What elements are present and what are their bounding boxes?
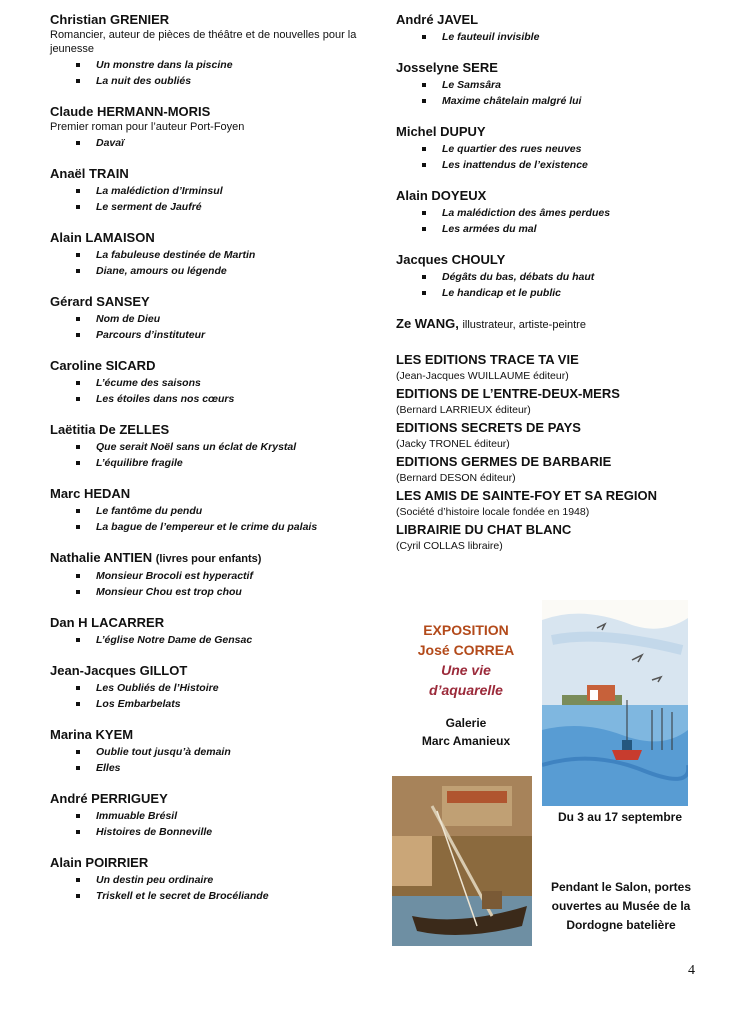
author-name-text: Alain LAMAISON [50,230,155,245]
book-title: Le handicap et le public [422,285,726,301]
publisher-name: LES AMIS DE SAINTE-FOY ET SA REGION [396,488,657,503]
author-name-text: Laëtitia De ZELLES [50,422,170,437]
book-title: Un destin peu ordinaire [76,872,360,888]
book-list [50,568,360,600]
left-column [50,12,360,919]
book-list [50,744,360,776]
book-title: La fabuleuse destinée de Martin [76,247,360,263]
publisher-note: (Société d’histoire locale fondée en 1948) [396,506,590,518]
author-entry [50,422,360,471]
exposition-block [396,620,536,750]
expo-title: EXPOSITION [423,622,509,638]
author-name-text: Alain DOYEUX [396,188,487,203]
author-entry [396,12,726,45]
book-title: Elles [76,760,360,776]
illustrator-entry [396,316,726,331]
book-title: Monsieur Chou est trop chou [76,584,360,600]
author-name [50,663,360,679]
book-title: Les Oubliés de l’Histoire [76,680,360,696]
book-title: Les étoiles dans nos cœurs [76,391,360,407]
author-name [50,294,360,310]
author-name-text: Anaël TRAIN [50,166,129,181]
right-column [396,12,726,555]
book-title: La malédiction des âmes perdues [422,205,726,221]
book-title: Triskell et le secret de Brocéliande [76,888,360,904]
book-list [50,135,360,151]
book-title: Parcours d’instituteur [76,327,360,343]
author-name [396,12,726,28]
book-title: La nuit des oubliés [76,73,360,89]
book-title: Le serment de Jaufré [76,199,360,215]
author-name [396,124,726,140]
author-entry [50,727,360,776]
author-entry [50,12,360,89]
author-name-text: Jacques CHOULY [396,252,506,267]
publisher-name: EDITIONS DE L’ENTRE-DEUX-MERS [396,386,620,401]
riverboat-model-image [392,776,532,946]
book-title: La malédiction d’Irminsul [76,183,360,199]
author-name [50,422,360,438]
book-title: Les armées du mal [422,221,726,237]
gallery-line-2: Marc Amanieux [421,734,511,748]
author-name-text: Caroline SICARD [50,358,156,373]
author-name [50,12,360,28]
publisher-note: (Bernard LARRIEUX éditeur) [396,404,531,416]
author-entry [396,252,726,301]
author-name [50,855,360,871]
author-list-left [50,12,360,904]
author-name [50,615,360,631]
book-title: Les inattendus de l’existence [422,157,726,173]
book-title: Le fauteuil invisible [422,29,726,45]
author-name-text: Alain POIRRIER [50,855,149,870]
author-name [396,252,726,268]
illustrator-desc: illustrateur, artiste-peintre [462,319,586,331]
gallery-line-1: Galerie [445,716,487,730]
author-name-text: Christian GRENIER [50,12,170,27]
publisher-name: LES EDITIONS TRACE TA VIE [396,352,579,367]
author-name-text: Gérard SANSEY [50,294,150,309]
publisher-note: (Jacky TRONEL éditeur) [396,438,510,450]
author-name [50,486,360,502]
author-entry [50,104,360,151]
author-entry [50,791,360,840]
author-name-text: Marc HEDAN [50,486,131,501]
expo-subtitle-1: Une vie [441,662,491,678]
book-title: Monsieur Brocoli est hyperactif [76,568,360,584]
author-entry [50,230,360,279]
author-name-text: Josselyne SERE [396,60,498,75]
book-list [396,77,726,109]
book-list [50,311,360,343]
museum-line-1: Pendant le Salon, portes [550,880,692,894]
book-title: Los Embarbelats [76,696,360,712]
author-entry [396,124,726,173]
author-name-text: Claude HERMANN-MORIS [50,104,211,119]
publisher-note: (Bernard DESON éditeur) [396,472,516,484]
author-entry [50,294,360,343]
expo-gallery [396,714,536,750]
museum-open-notice [538,878,704,935]
publisher-note: (Jean-Jacques WUILLAUME éditeur) [396,370,569,382]
author-entry [50,486,360,535]
watercolor-harbor-image [542,600,688,806]
author-name [50,727,360,743]
expo-dates: Du 3 au 17 septembre [557,810,683,824]
publisher-name: EDITIONS GERMES DE BARBARIE [396,454,612,469]
book-title: Le Samsâra [422,77,726,93]
book-title: Histoires de Bonneville [76,824,360,840]
book-title: L’équilibre fragile [76,455,360,471]
book-list [50,872,360,904]
publisher-list [396,351,726,555]
author-entry [50,358,360,407]
author-entry [50,166,360,215]
author-entry [50,615,360,648]
book-list [50,503,360,535]
author-name-text: André PERRIGUEY [50,791,168,806]
book-title: Le quartier des rues neuves [422,141,726,157]
author-entry [50,550,360,600]
book-title: Diane, amours ou légende [76,263,360,279]
author-name-note: (livres pour enfants) [155,553,262,565]
book-title: La bague de l’empereur et le crime du palais [76,519,360,535]
book-list [50,632,360,648]
author-description: Premier roman pour l’auteur Port-Foyen [50,121,245,133]
author-name-text: Dan H LACARRER [50,615,165,630]
book-title: Oublie tout jusqu’à demain [76,744,360,760]
book-list [50,183,360,215]
author-entry [50,663,360,712]
book-list [396,205,726,237]
book-list [50,680,360,712]
expo-subtitle-2: d’aquarelle [429,682,503,698]
author-entry [396,60,726,109]
book-title: L’église Notre Dame de Gensac [76,632,360,648]
museum-line-2: ouvertes au Musée de la [551,899,691,913]
author-name [50,358,360,374]
author-name-text: Michel DUPUY [396,124,486,139]
book-list [50,57,360,89]
book-list [50,247,360,279]
book-list [50,808,360,840]
author-name [50,104,360,120]
author-description: Romancier, auteur de pièces de théâtre et de nouvelles pour la jeunesse [50,29,357,55]
book-title: Dégâts du bas, débats du haut [422,269,726,285]
book-list [396,29,726,45]
book-title: Immuable Brésil [76,808,360,824]
author-name-text: Jean-Jacques GILLOT [50,663,188,678]
book-title: L’écume des saisons [76,375,360,391]
author-name [396,188,726,204]
book-title: Un monstre dans la piscine [76,57,360,73]
author-name [50,230,360,246]
author-name-text: Marina KYEM [50,727,134,742]
author-name-text: Nathalie ANTIEN [50,550,153,565]
expo-artist: José CORREA [417,642,515,658]
book-list [396,269,726,301]
author-name [50,166,360,182]
book-list [50,439,360,471]
author-name-text: André JAVEL [396,12,479,27]
author-entry [50,855,360,904]
author-list-right [396,12,726,301]
museum-line-3: Dordogne batelière [566,918,676,932]
book-list [396,141,726,173]
book-title: Davaï [76,135,360,151]
publisher-name: LIBRAIRIE DU CHAT BLANC [396,522,572,537]
illustrator-name: Ze WANG, [396,316,459,331]
author-entry [396,188,726,237]
author-name [396,60,726,76]
publisher-note: (Cyril COLLAS libraire) [396,540,503,552]
author-name [50,550,360,567]
book-title: Le fantôme du pendu [76,503,360,519]
page-number: 4 [688,963,695,978]
book-title: Nom de Dieu [76,311,360,327]
publisher-name: EDITIONS SECRETS DE PAYS [396,420,581,435]
book-list [50,375,360,407]
book-title: Maxime châtelain malgré lui [422,93,726,109]
author-name [50,791,360,807]
book-title: Que serait Noël sans un éclat de Krystal [76,439,360,455]
